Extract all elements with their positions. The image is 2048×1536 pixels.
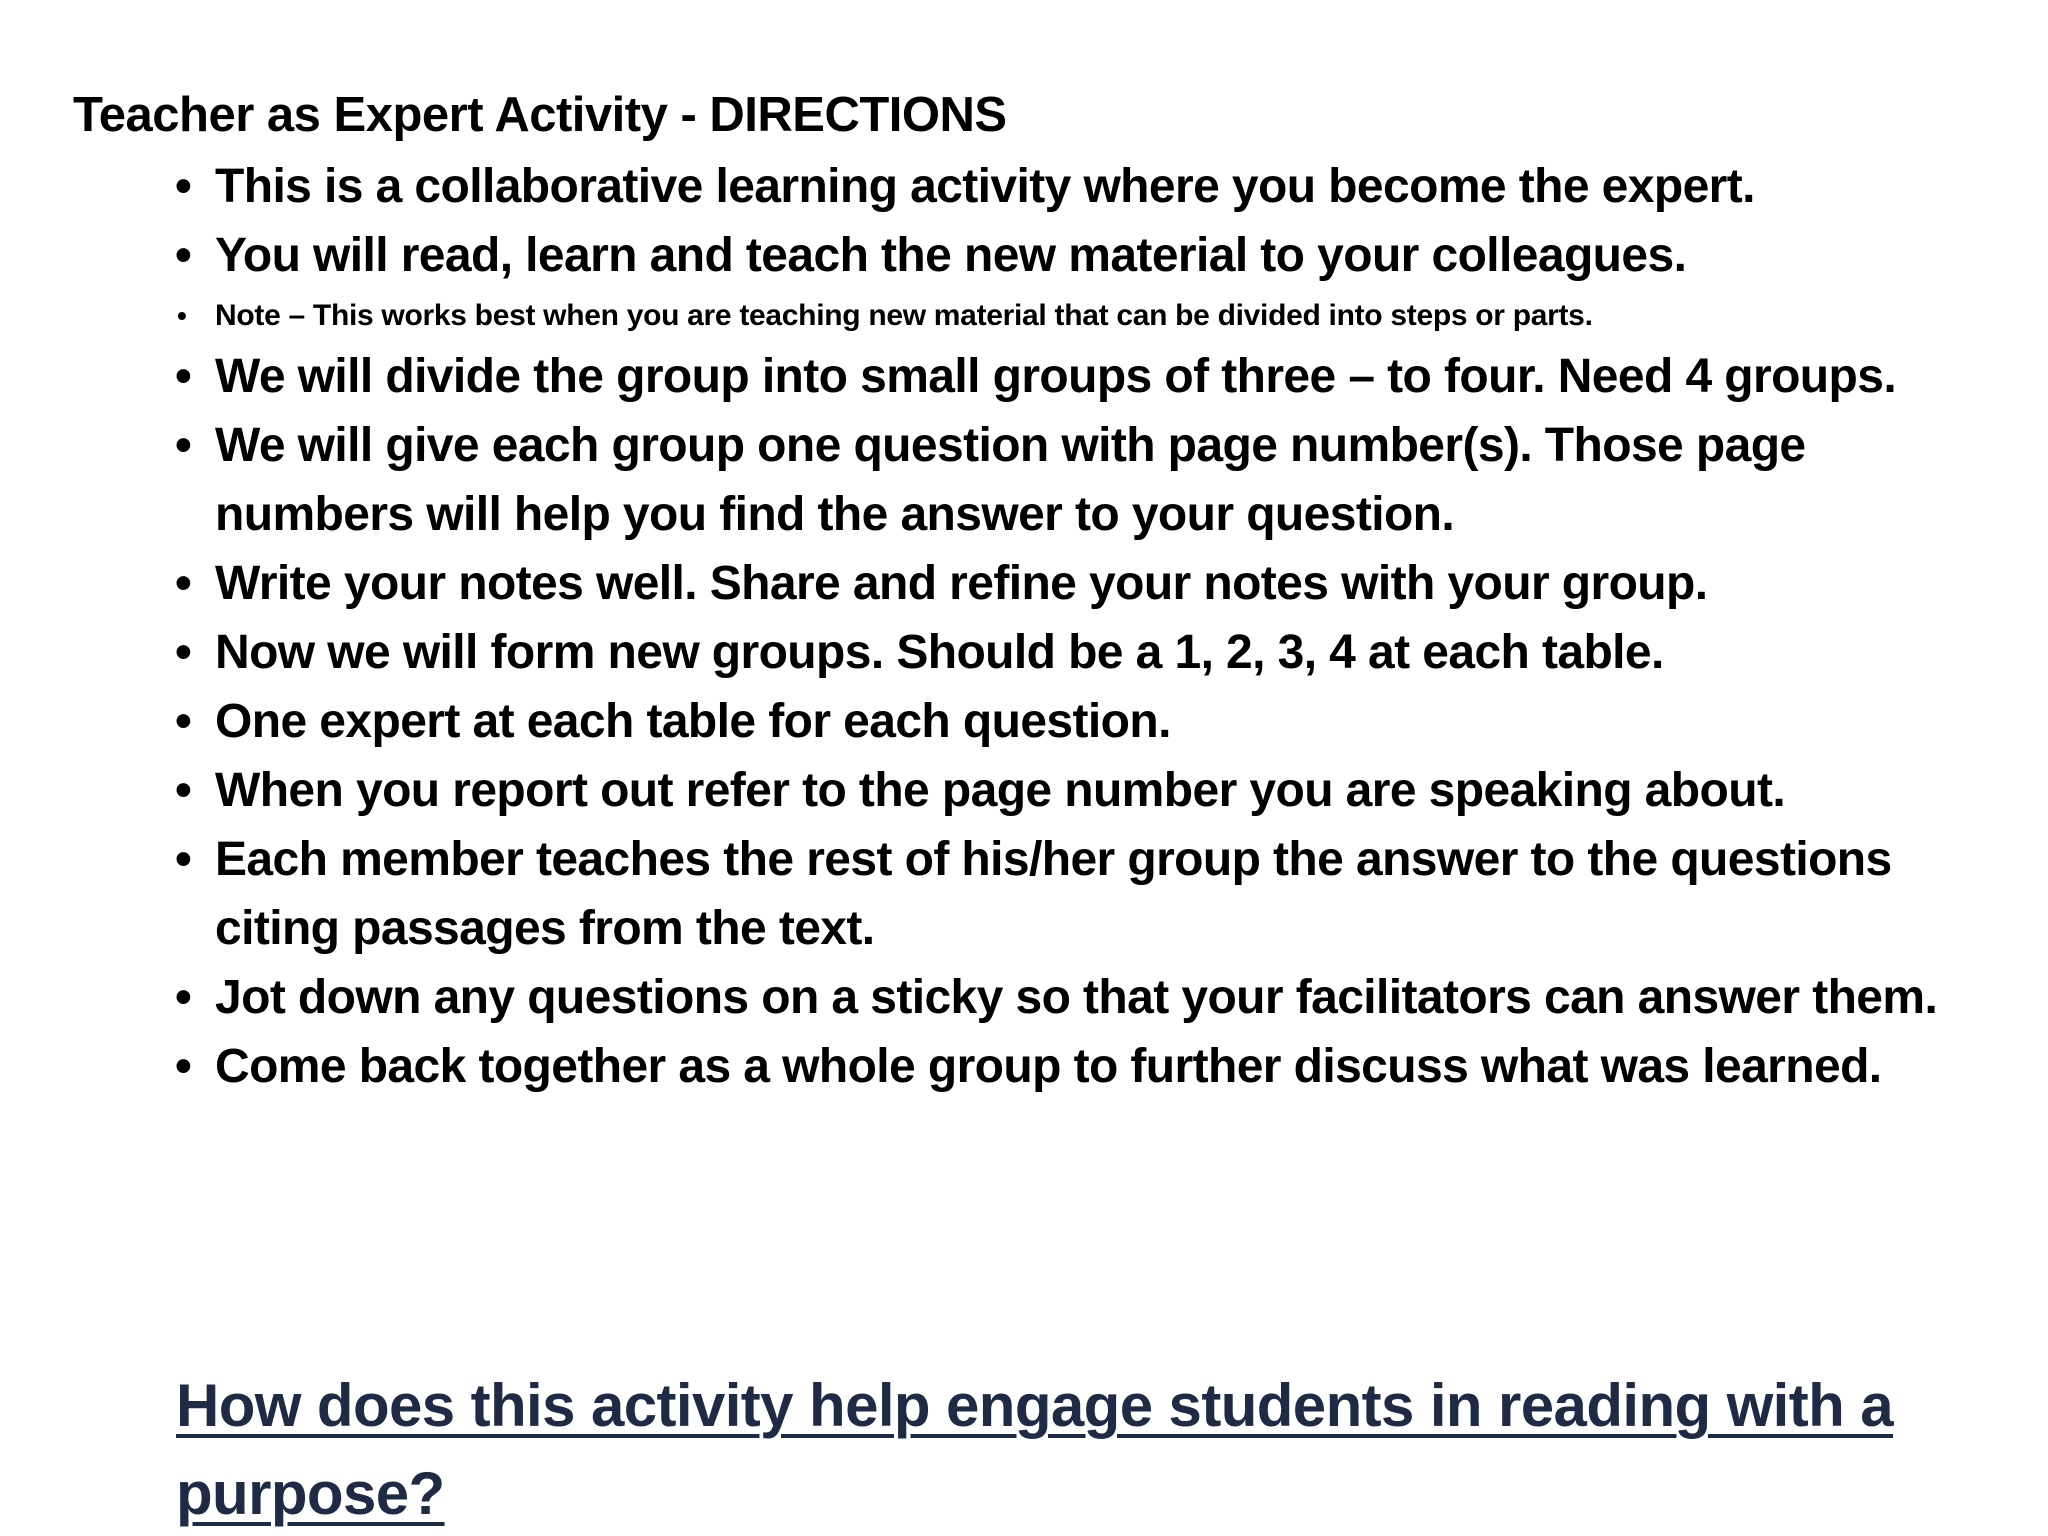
list-item: • Jot down any questions on a sticky so that your facilitators can answer them. xyxy=(215,963,2015,1032)
list-item: • This is a collaborative learning activity where you become the expert. xyxy=(215,152,2015,221)
list-item: • You will read, learn and teach the new material to your colleagues. xyxy=(215,221,2015,290)
list-item: • Each member teaches the rest of his/her group the answer to the questions citing passages from the text. xyxy=(215,825,2015,963)
list-item: • We will give each group one question with page number(s). Those page numbers will help you find the answer to your question. xyxy=(215,411,2015,549)
list-item: • Come back together as a whole group to further discuss what was learned. xyxy=(215,1032,2015,1101)
list-item: • Write your notes well. Share and refine your notes with your group. xyxy=(215,549,2015,618)
list-item: • We will divide the group into small groups of three – to four. Need 4 groups. xyxy=(215,342,2015,411)
list-item: • Now we will form new groups. Should be a 1, 2, 3, 4 at each table. xyxy=(215,618,2015,687)
list-item-note: • Note – This works best when you are teaching new material that can be divided into steps or parts. xyxy=(215,294,2015,338)
list-item: • When you report out refer to the page number you are speaking about. xyxy=(215,756,2015,825)
slide-title: Teacher as Expert Activity - DIRECTIONS xyxy=(73,88,1007,142)
list-item: • One expert at each table for each question. xyxy=(215,687,2015,756)
discussion-question: How does this activity help engage students in reading with a purpose? xyxy=(176,1372,1894,1527)
directions-list xyxy=(215,152,2015,1101)
